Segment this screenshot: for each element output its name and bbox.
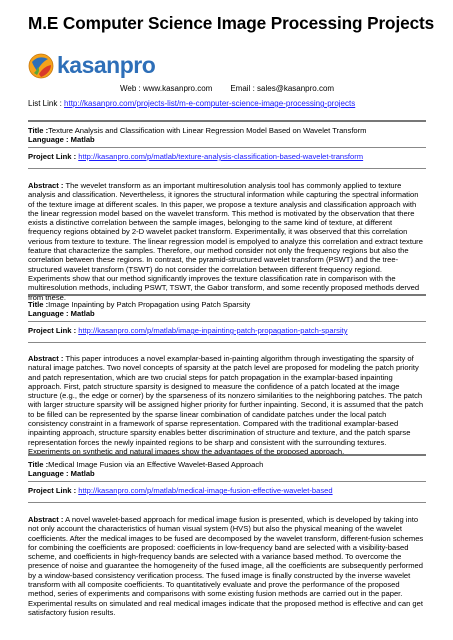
project-2-abstract (28, 354, 426, 456)
divider (28, 120, 426, 122)
language-label: Language : (28, 469, 69, 479)
project-link[interactable]: http://kasanpro.com/p/matlab/texture-analysis-classification-based-wavelet-transform (78, 152, 364, 161)
project-link-label: Project Link : (28, 152, 77, 161)
title-label: Title : (28, 460, 49, 469)
list-link-label: List Link : (28, 99, 65, 108)
project-title: Image Inpainting by Patch Propagation using Patch Sparsity (48, 300, 251, 309)
project-2-header (28, 300, 426, 319)
abstract-text: The wevelet transform as an important multiresolution analysis tool has commonly applied to texture analysis and classification. Nevertheless, it ignores the structural information while capturing the spectral information of the texture image at different scales. In this paper, we propose a texture analysis and classification approach with the linear regression model based on the wavelet transform. This method is motivated by the observation that there exists a distinctive correlation between the sample images, belonging to the same kind of texture, at different frequency regions obtained by 2-D wavelet packet transform. Experimentally, it was observed that this correlation verious from texture to texture. The linear regression model is empolyed to analyze this correlation and extract texture feature that characterize the samples. Therefore, our method consider not only the frequency regions but also the correlation between these regions. In contrast, the pyramid-structured wavelet transform (PSWT) and the tree-structured wavelet transform (TSWT) do not consider the correlation between different frequency regiond. Experiments show that our method significantly improves the texture classification rate in comparison with the multiresolution methods, including PSWT, TSWT, the Gabor transform, and some recently proposed methods derved from these. (28, 181, 423, 302)
language-label: Language : (28, 135, 69, 145)
title-label: Title : (28, 300, 49, 309)
document-title: M.E Computer Science Image Processing Projects (28, 13, 435, 33)
project-language: Matlab (70, 469, 95, 479)
abstract-label: Abstract : (28, 354, 64, 363)
divider (28, 294, 426, 296)
project-title: Texture Analysis and Classification with Linear Regression Model Based on Wavelet Transform (48, 126, 367, 135)
project-1-header (28, 126, 426, 145)
contact-line (120, 84, 334, 93)
logo-wordmark: kasanpro (57, 52, 156, 78)
project-language: Matlab (70, 135, 95, 145)
divider (28, 481, 426, 482)
project-language: Matlab (70, 309, 95, 319)
list-link[interactable]: http://kasanpro.com/projects-list/m-e-computer-science-image-processing-projects (64, 99, 356, 108)
kasanpro-logo[interactable] (28, 52, 155, 79)
project-3-header (28, 460, 426, 479)
title-label: Title : (28, 126, 49, 135)
abstract-label: Abstract : (28, 515, 64, 524)
project-link[interactable]: http://kasanpro.com/p/matlab/image-inpainting-patch-propagation-patch-sparsity (78, 326, 348, 335)
divider (28, 147, 426, 148)
email-value[interactable]: sales@kasanpro.com (257, 84, 335, 93)
web-value[interactable]: www.kasanpro.com (142, 84, 213, 93)
project-1-link-row (28, 152, 426, 161)
list-link-line (28, 99, 355, 108)
project-1-abstract (28, 181, 426, 302)
project-link-label: Project Link : (28, 326, 77, 335)
abstract-text: A novel wavelet-based approach for medical image fusion is presented, which is developed by taking into not only account the characteristics of human visual system (HVS) but also the physical meaning of the wavelet coefficients. After the medical images to be fused are decomposed by the wavelet transform, different-fusion schemes for combining the coefficients are proposed: coefficients in low-frequency band are selected with a visibility-based scheme, and coefficients in high-frequency bands are selected with a variance based method. To overcome the presence of noise and guarantee the homogeneity of the fused image, all the coefficients are subsequently performed by a window-based consistency verification process. The fused image is finally constructed by the inverse wavelet transform with all composite coefficients. To quantitatively evaluate and prove the performance of the proposed method, series of experiments and comparisons with some existing fusion methods are carried out in the paper. Experimental results on simulated and real medical images indicate that the proposed method is effective and can get satisfactory fusion results. (28, 515, 424, 617)
language-label: Language : (28, 309, 69, 319)
divider (28, 321, 426, 322)
abstract-text: This paper introduces a novel examplar-based in-painting algorithm through investigating the sparsity of natural image patches. Two novel concepts of sparsity at the patch level are proposed for modeling the patch priority and patch representation, which are two crucial steps for patch propagation in the examplar-based inpainting approach. First, patch structure sparsity is designed to measure the confidence of a patch located at the image structure (e.g., the edge or corner) by the sparseness of its nonzero similarities to the neighboring patches. The patch with larger structure sparsity will be assigned higher priority for further inpainting. Second, it is assumed that the patch to be filled can be represented by the sparse linear combination of candidate patches under the local patch consistency constraint in a framework of sparse representation. Compared with the traditional examplar-based inpainting approach, structure sparsity enables better discrimination of structure and texture, and the patch sparse representation forces the newly inpainted regions to be sharp and consistent with the surrounding textures. Experiments on synthetic and natural images show the advantages of the proposed approach. (28, 354, 424, 456)
project-link[interactable]: http://kasanpro.com/p/matlab/medical-image-fusion-effective-wavelet-based (78, 486, 333, 495)
divider (28, 168, 426, 169)
divider (28, 342, 426, 343)
project-2-link-row (28, 326, 426, 335)
project-link-label: Project Link : (28, 486, 77, 495)
divider (28, 502, 426, 503)
abstract-label: Abstract : (28, 181, 64, 190)
web-label: Web : (120, 84, 143, 93)
project-3-abstract (28, 515, 426, 617)
project-3-link-row (28, 486, 426, 495)
project-title: Medical Image Fusion via an Effective Wavelet-Based Approach (48, 460, 264, 469)
globe-logo-icon (28, 53, 54, 79)
divider (28, 454, 426, 456)
email-label: Email : (230, 84, 258, 93)
